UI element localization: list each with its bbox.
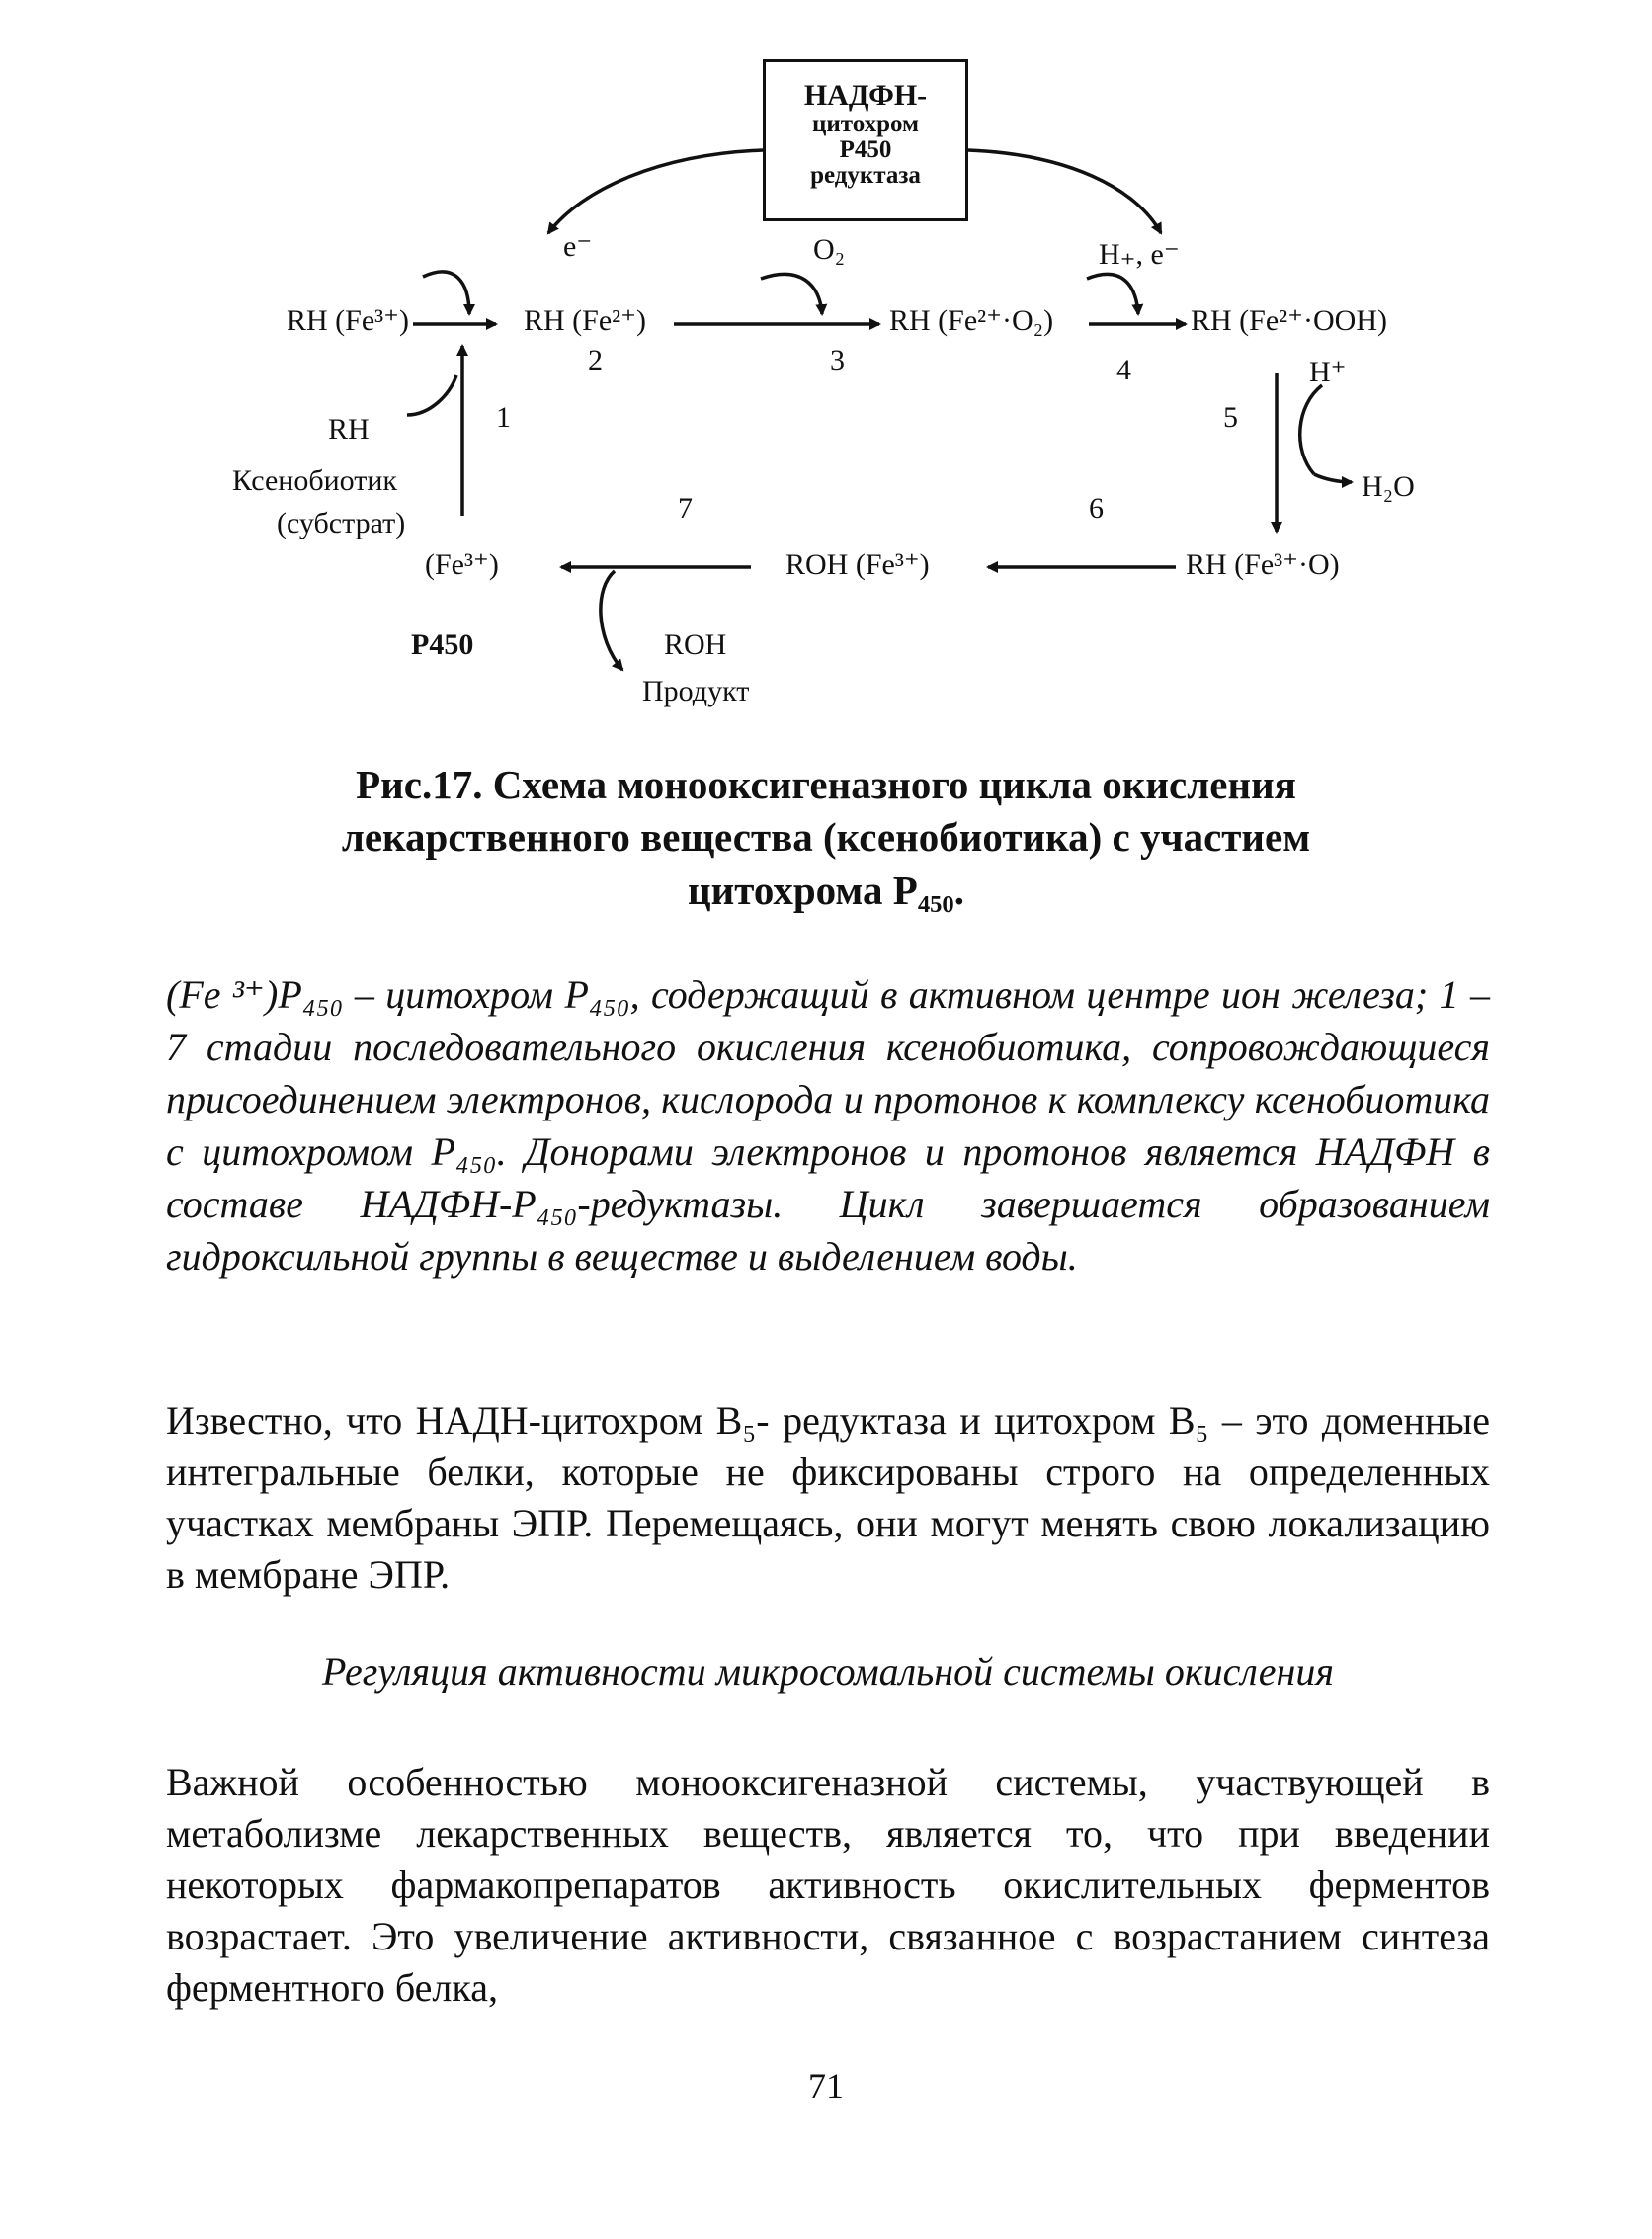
enzyme-line1: НАДФН-	[803, 79, 928, 112]
state-rh-fe3: RH (Fe³⁺)	[287, 304, 409, 337]
substrate-rh: RH	[328, 413, 370, 446]
page-number: 71	[808, 2066, 844, 2106]
state-fe3: (Fe³⁺)	[425, 548, 499, 581]
step-7: 7	[678, 492, 693, 525]
state-rh-fe2-o2: RH (Fe²⁺·O₂)	[889, 304, 1054, 337]
enzyme-line2: цитохром	[811, 110, 920, 137]
caption-line1: Рис.17. Схема монооксигеназного цикла окисления	[356, 762, 1296, 807]
step-4: 4	[1116, 354, 1131, 386]
figure-note: (Fe ³⁺)P₄₅₀ – цитохром P₄₅₀, содержащий в активном центре ион железа; 1 – 7 стадии последовательного окисления ксенобиотика, сопровождающиеся присоединением электронов, кислорода и протонов к комплексу ксенобиотика с цитохромом P₄₅₀. Донорами электронов и протонов является НАДФН в составе НАДФН-P₄₅₀-редуктазы. Цикл завершается образованием гидроксильной группы в веществе и выделением воды.	[166, 972, 1490, 1279]
oxygen-label: O₂	[813, 233, 846, 266]
electron-label: e⁻	[563, 230, 593, 263]
state-rh-fe3-o: RH (Fe³⁺·O)	[1186, 548, 1340, 581]
monooxygenase-cycle-diagram	[232, 59, 1433, 731]
figure-caption	[198, 759, 1454, 917]
enzyme-box	[763, 59, 968, 221]
product-label: Продукт	[642, 675, 750, 707]
proton-label: H⁺	[1309, 356, 1347, 388]
proton-electron-label: H₊, e⁻	[1099, 238, 1180, 271]
section-heading: Регуляция активности микросомальной системы окисления	[322, 1649, 1334, 1694]
paragraph-1: Известно, что НАДН-цитохром B₅- редуктаза и цитохром B₅ – это доменные интегральные белки, которые не фиксированы строго на определенных участках мембраны ЭПР. Перемещаясь, они могут менять свою локализацию в мембране ЭПР.	[166, 1398, 1490, 1597]
p450-label: Р450	[411, 628, 474, 661]
substrate-label2: (субстрат)	[277, 507, 406, 539]
step-6: 6	[1089, 492, 1104, 525]
step-1: 1	[496, 401, 511, 434]
water-label: H₂O	[1362, 470, 1415, 503]
paragraph-2: Важной особенностью монооксигеназной системы, участвующей в метаболизме лекарственных веществ, является то, что при введении некоторых фармакопрепаратов активность окислительных ферментов возрастает. Это увеличение активности, связанное с возрастанием синтеза ферментного белка,	[166, 1760, 1490, 2010]
enzyme-line4: редуктаза	[810, 162, 921, 189]
step-3: 3	[830, 344, 845, 376]
state-roh-fe3: ROH (Fe³⁺)	[785, 548, 930, 581]
step-5: 5	[1223, 401, 1238, 434]
caption-line3: цитохрома Р₄₅₀.	[688, 867, 964, 913]
enzyme-line3: Р450	[839, 135, 892, 163]
product-roh: ROH	[664, 628, 727, 661]
state-rh-fe2: RH (Fe²⁺)	[524, 304, 646, 337]
step-2: 2	[588, 344, 603, 376]
state-rh-fe2-ooh: RH (Fe²⁺·OOH)	[1191, 304, 1387, 337]
substrate-label1: Ксенобиотик	[232, 464, 397, 497]
caption-line2: лекарственного вещества (ксенобиотика) с участием	[341, 814, 1311, 861]
